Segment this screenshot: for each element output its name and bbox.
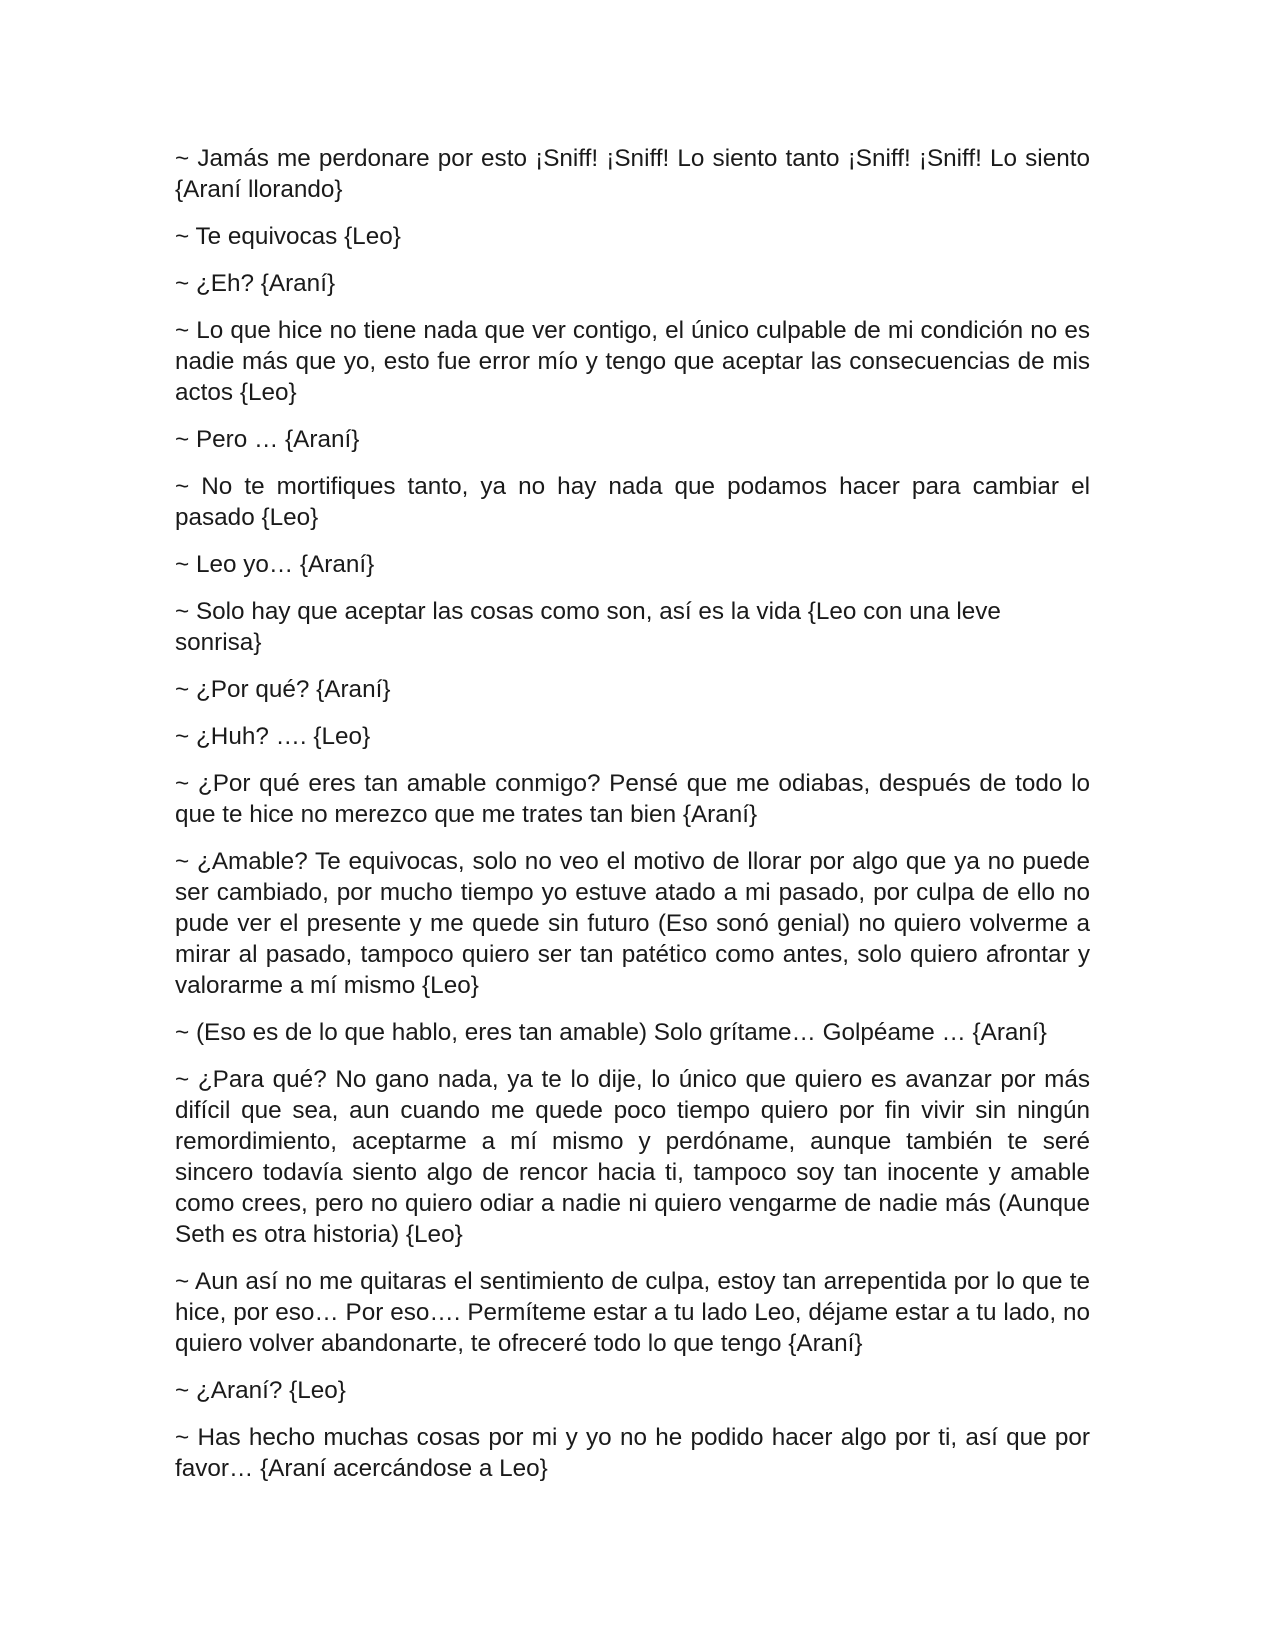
paragraph-3: ~ ¿Eh? {Araní}: [175, 270, 336, 297]
paragraph-4: ~ Lo que hice no tiene nada que ver contigo, el único culpable de mi condición no es nadie más que yo, esto fue error mío y tengo que aceptar las consecuencias de mis actos {Leo}: [175, 317, 1090, 406]
paragraph-16: ~ ¿Araní? {Leo}: [175, 1377, 346, 1404]
document-body: [175, 143, 1090, 1500]
paragraph-7: ~ Leo yo… {Araní}: [175, 551, 375, 578]
paragraph-5: ~ Pero … {Araní}: [175, 426, 360, 453]
paragraph-12: ~ ¿Amable? Te equivocas, solo no veo el motivo de llorar por algo que ya no puede ser cambiado, por mucho tiempo yo estuve atado a mi pasado, por culpa de ello no pude ver el presente y me quede sin futuro (Eso sonó genial) no quiero volverme a mirar al pasado, tampoco quiero ser tan patético como antes, solo quiero afrontar y valorarme a mí mismo {Leo}: [175, 848, 1090, 999]
paragraph-13: ~ (Eso es de lo que hablo, eres tan amable) Solo grítame… Golpéame … {Araní}: [175, 1019, 1047, 1046]
paragraph-15: ~ Aun así no me quitaras el sentimiento de culpa, estoy tan arrepentida por lo que te hice, por eso… Por eso…. Permíteme estar a tu lado Leo, déjame estar a tu lado, no quiero volver abandonarte, te ofreceré todo lo que tengo {Araní}: [175, 1268, 1090, 1357]
paragraph-8: ~ Solo hay que aceptar las cosas como son, así es la vida {Leo con una leve sonrisa}: [175, 598, 1001, 656]
paragraph-6: ~ No te mortifiques tanto, ya no hay nada que podamos hacer para cambiar el pasado {Leo}: [175, 473, 1090, 531]
paragraph-2: ~ Te equivocas {Leo}: [175, 223, 401, 250]
paragraph-10: ~ ¿Huh? …. {Leo}: [175, 723, 371, 750]
paragraph-17: ~ Has hecho muchas cosas por mi y yo no he podido hacer algo por ti, así que por favor… {Araní acercándose a Leo}: [175, 1424, 1090, 1482]
paragraph-9: ~ ¿Por qué? {Araní}: [175, 676, 391, 703]
paragraph-14: ~ ¿Para qué? No gano nada, ya te lo dije, lo único que quiero es avanzar por más difícil que sea, aun cuando me quede poco tiempo quiero por fin vivir sin ningún remordimiento, aceptarme a mí mismo y perdóname, aunque también te seré sincero todavía siento algo de rencor hacia ti, tampoco soy tan inocente y amable como crees, pero no quiero odiar a nadie ni quiero vengarme de nadie más (Aunque Seth es otra historia) {Leo}: [175, 1066, 1090, 1248]
paragraph-11: ~ ¿Por qué eres tan amable conmigo? Pensé que me odiabas, después de todo lo que te hice no merezco que me trates tan bien {Araní}: [175, 770, 1090, 828]
paragraph-1: ~ Jamás me perdonare por esto ¡Sniff! ¡Sniff! Lo siento tanto ¡Sniff! ¡Sniff! Lo siento {Araní llorando}: [175, 145, 1090, 203]
